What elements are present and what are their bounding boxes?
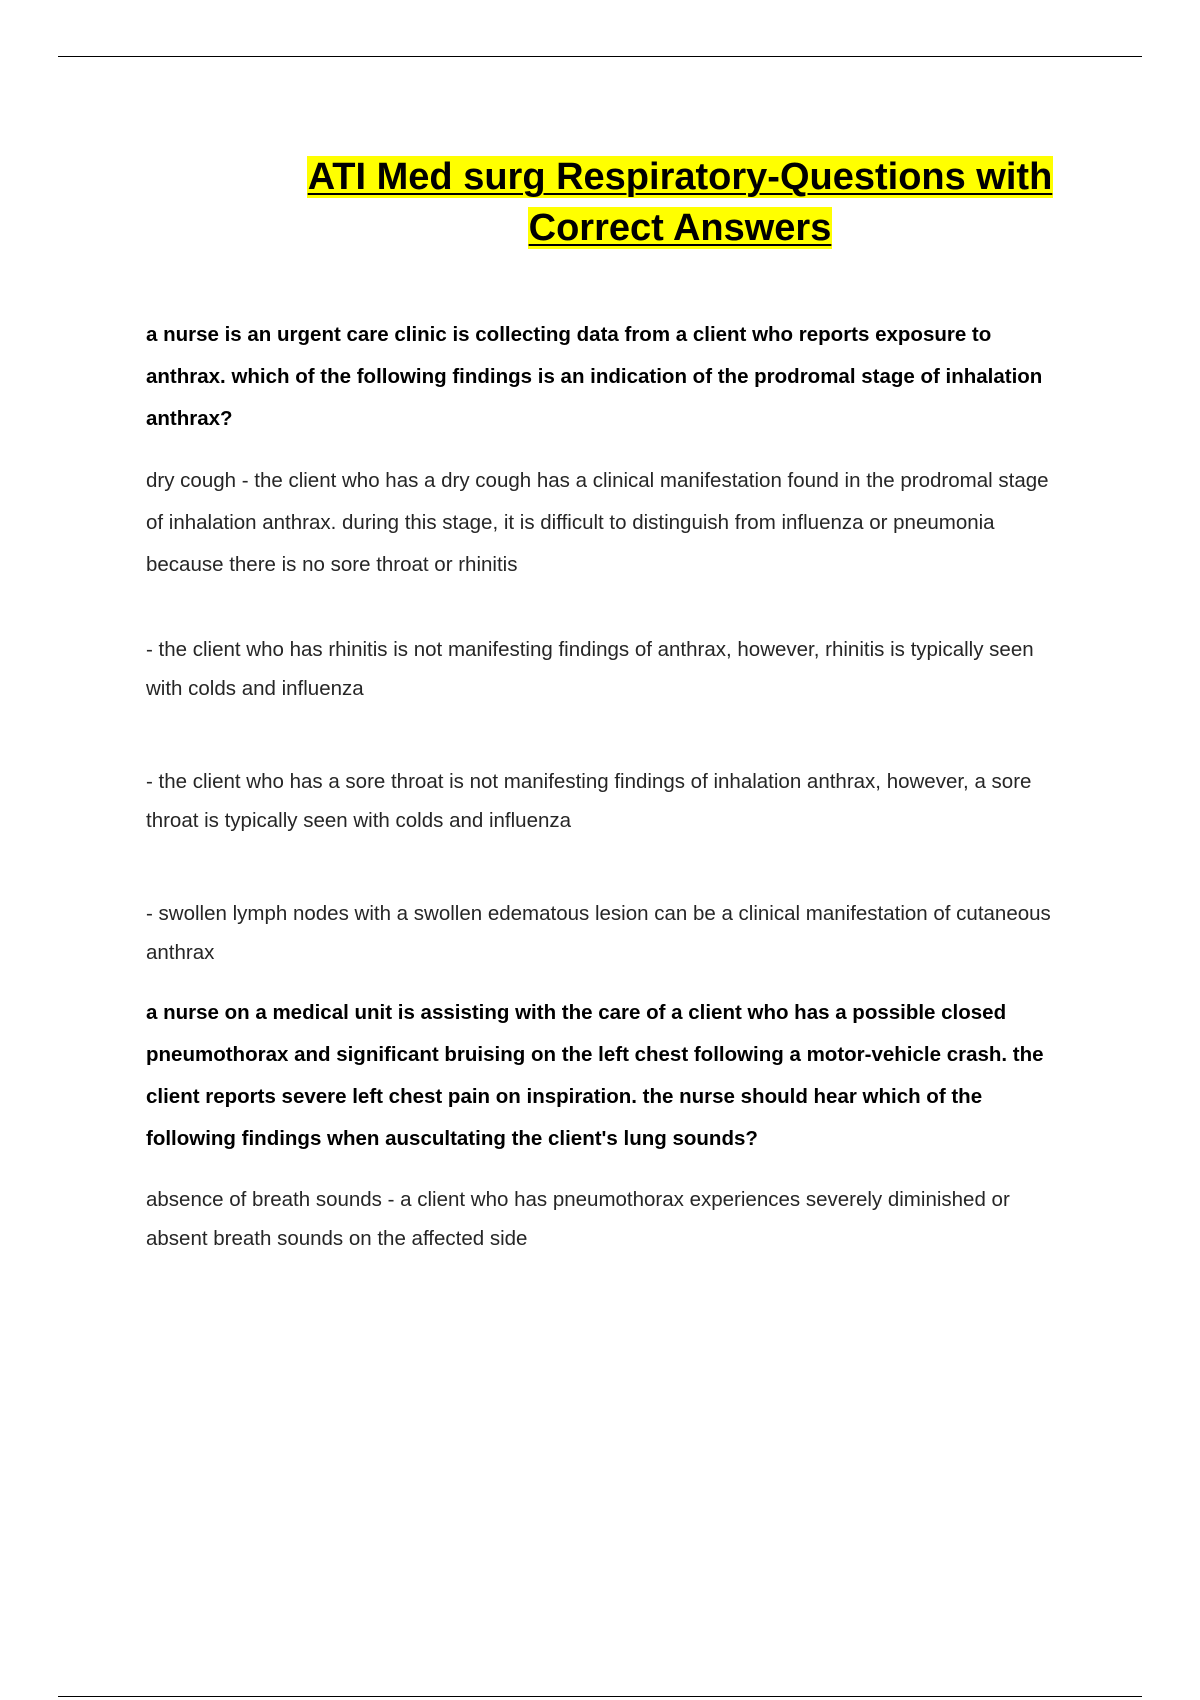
title-block bbox=[280, 152, 1080, 254]
document-title: ATI Med surg Respiratory-Questions with Correct Answers bbox=[307, 156, 1053, 249]
footer-rule bbox=[58, 1696, 1142, 1697]
question-1: a nurse is an urgent care clinic is collecting data from a client who reports exposure to anthrax. which of the following findings is an indication of the prodromal stage of inhalation anthrax? bbox=[146, 323, 1043, 430]
explanation-1-3: - swollen lymph nodes with a swollen edematous lesion can be a clinical manifestation of cutaneous anthrax bbox=[146, 902, 1051, 964]
question-2: a nurse on a medical unit is assisting with the care of a client who has a possible closed pneumothorax and significant bruising on the left chest following a motor-vehicle crash. the client reports severe left chest pain on inspiration. the nurse should hear which of the following findings when auscultating the client's lung sounds? bbox=[146, 1001, 1044, 1150]
answer-1: dry cough - the client who has a dry cough has a clinical manifestation found in the prodromal stage of inhalation anthrax. during this stage, it is difficult to distinguish from influenza or pneumonia because there is no sore throat or rhinitis bbox=[146, 469, 1049, 576]
document-body bbox=[146, 314, 1066, 1258]
explanation-1-2: - the client who has a sore throat is not manifesting findings of inhalation anthrax, however, a sore throat is typically seen with colds and influenza bbox=[146, 770, 1032, 832]
answer-2: absence of breath sounds - a client who has pneumothorax experiences severely diminished or absent breath sounds on the affected side bbox=[146, 1188, 1010, 1250]
explanation-1-1: - the client who has rhinitis is not manifesting findings of anthrax, however, rhinitis is typically seen with colds and influenza bbox=[146, 638, 1034, 700]
header-rule bbox=[58, 56, 1142, 57]
